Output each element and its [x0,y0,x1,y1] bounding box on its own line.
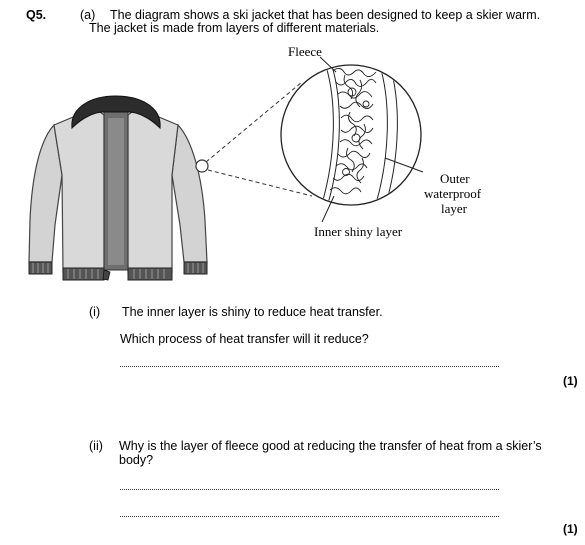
intro-line-1: The diagram shows a ski jacket that has been designed to keep a skier warm. [110,8,541,22]
outer-layer-label-2: waterproof [424,186,482,201]
answer-line-i[interactable] [120,366,499,367]
part-ii-question-line-2: body? [119,453,154,467]
answer-line-ii-2[interactable] [120,516,499,517]
part-i-question: Which process of heat transfer will it reduce? [120,332,369,346]
fleece-label: Fleece [288,44,322,59]
magnified-layers-view [281,60,421,210]
part-a-label: (a) [80,8,96,22]
part-ii-label: (ii) [89,439,103,453]
part-ii-question-line-1: Why is the layer of fleece good at reducing the transfer of heat from a skier’s [119,439,542,453]
part-i-statement: The inner layer is shiny to reduce heat transfer. [122,305,383,319]
part-i-label: (i) [89,305,101,319]
outer-layer-label-3: layer [441,201,467,216]
question-number: Q5. [26,8,47,22]
part-i-marks: (1) [563,374,578,388]
inner-shiny-layer-label: Inner shiny layer [314,224,403,239]
intro-line-2: The jacket is made from layers of different materials. [89,21,380,35]
ski-jacket-illustration [29,96,208,280]
answer-line-ii-1[interactable] [120,489,499,490]
part-ii-marks: (1) [563,522,578,536]
outer-layer-label-1: Outer [440,171,470,186]
